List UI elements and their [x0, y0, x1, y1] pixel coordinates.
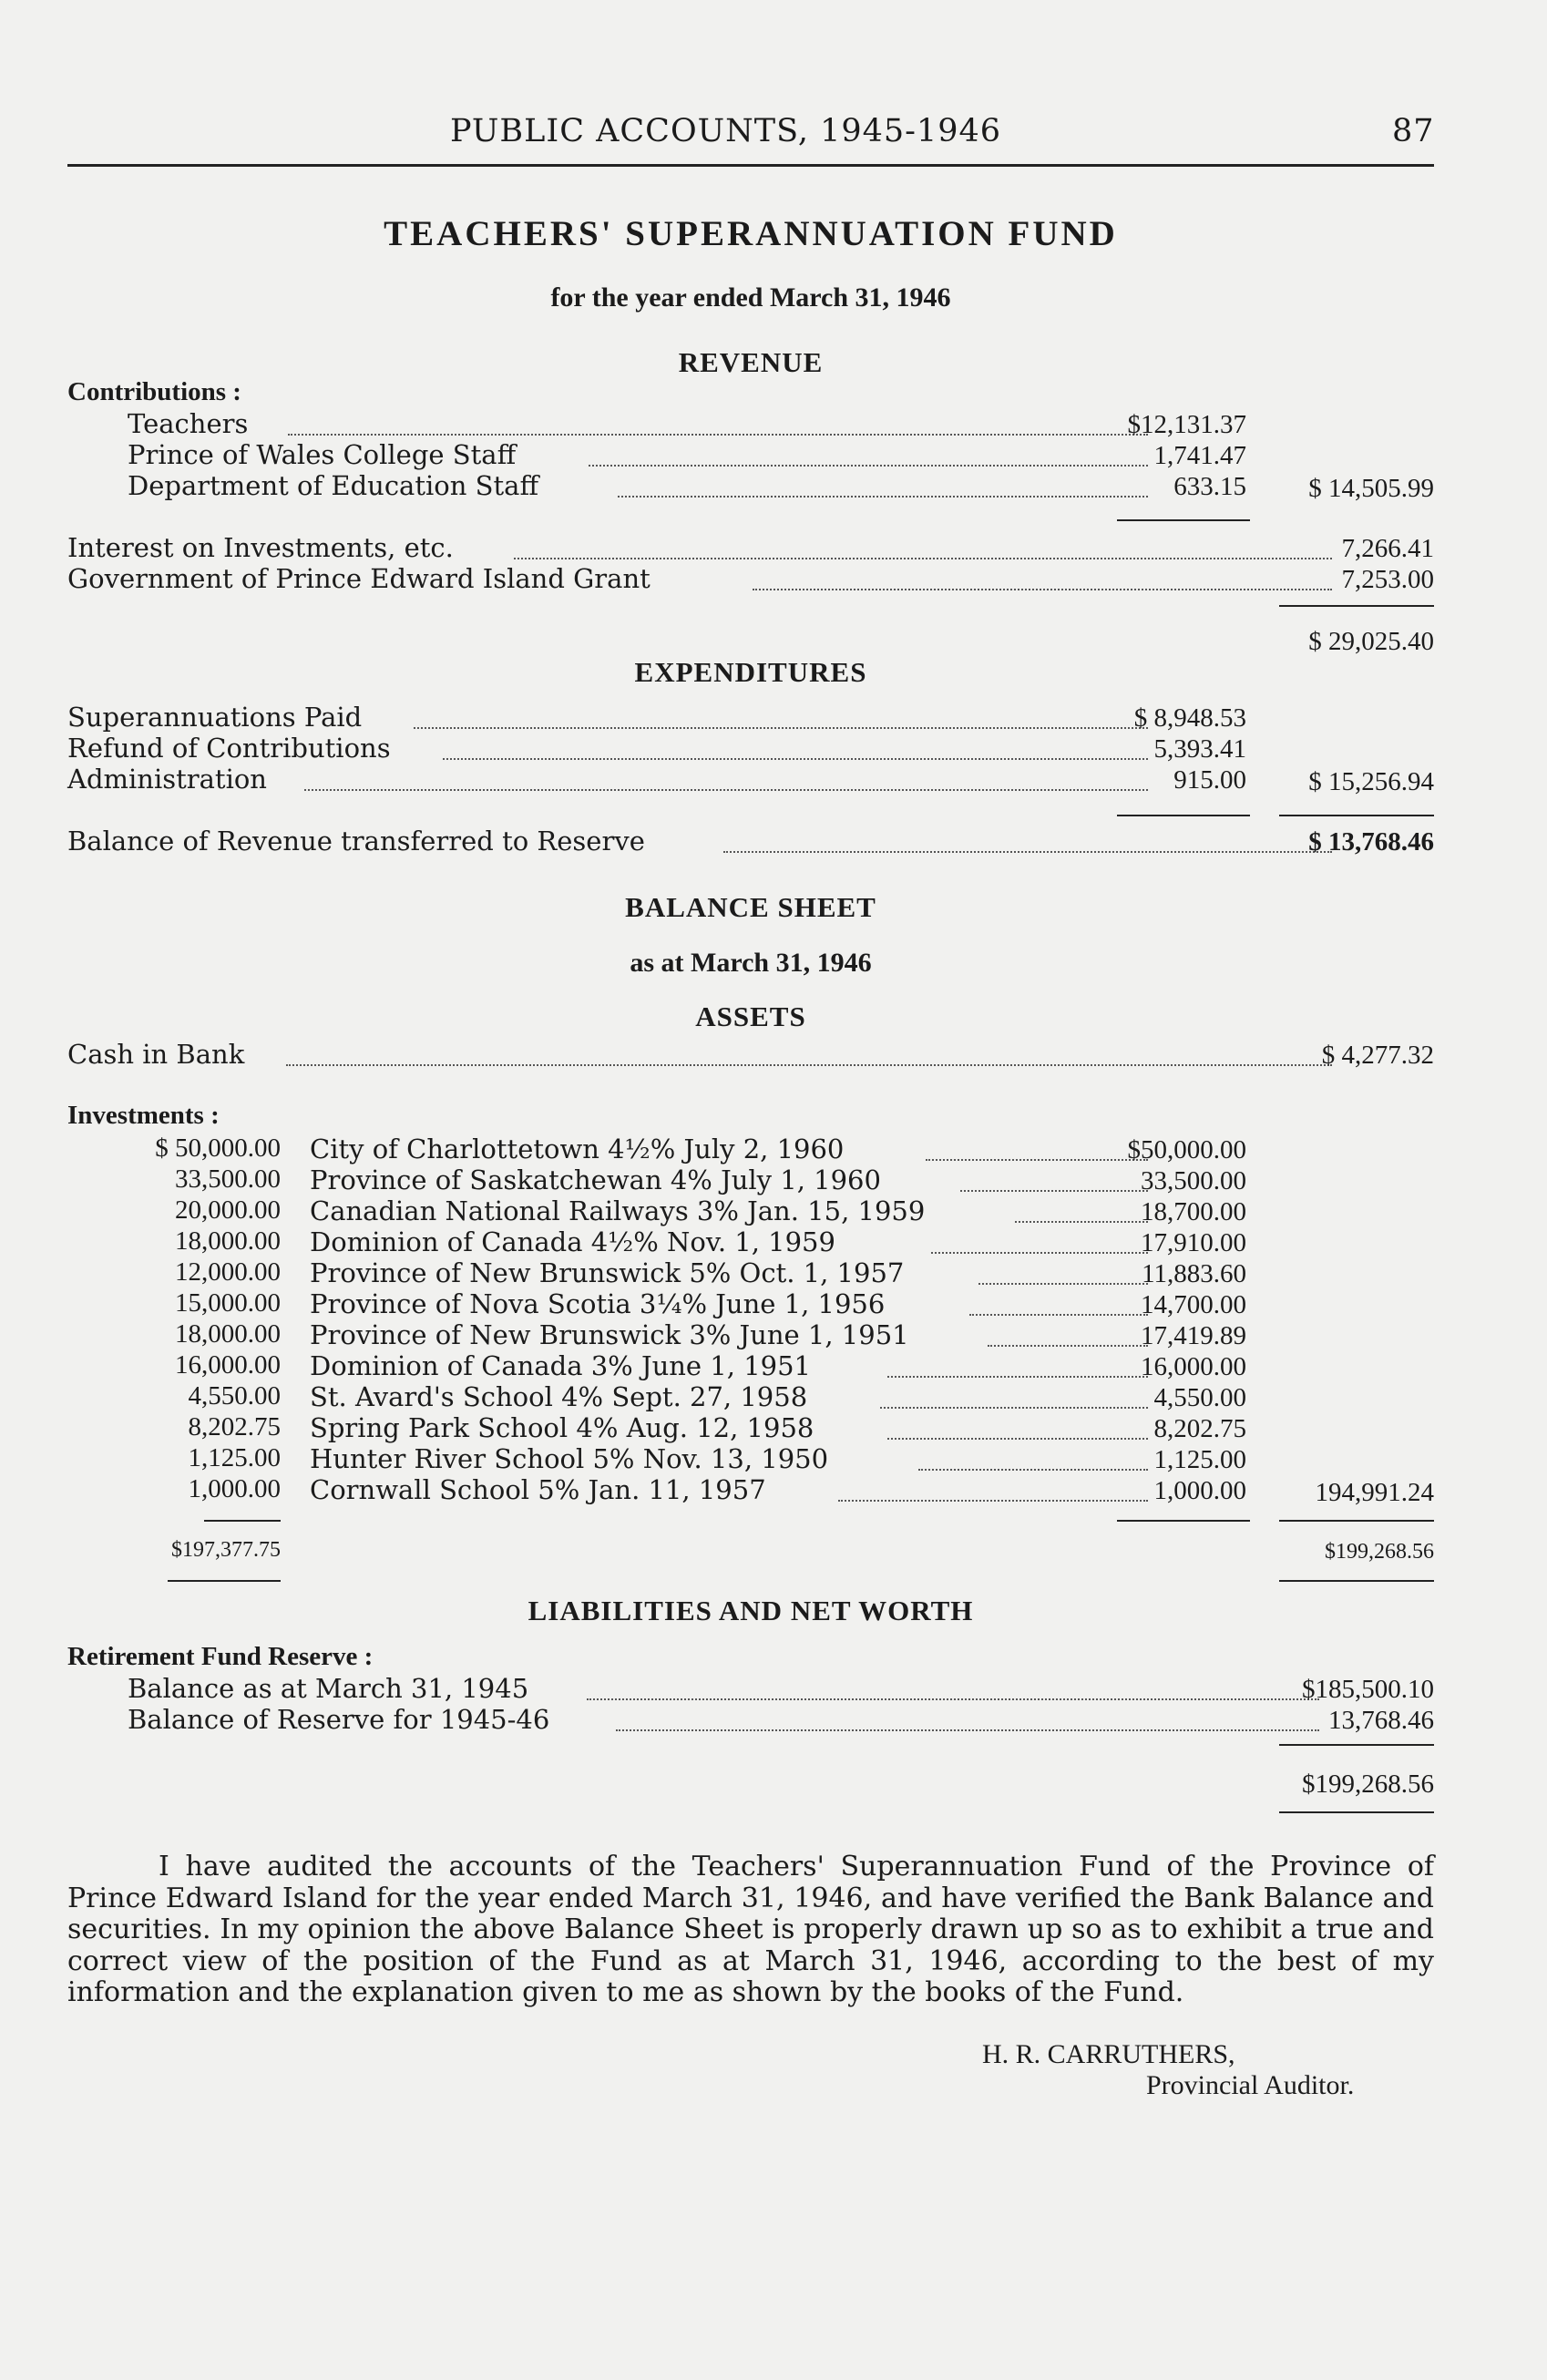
investment-value: 1,000.00 — [1153, 1476, 1246, 1505]
investments-label: Investments : — [67, 1101, 220, 1130]
expenditure-amount: 915.00 — [1173, 765, 1246, 795]
investment-value: 8,202.75 — [1153, 1414, 1246, 1443]
investment-description: Dominion of Canada 4½% Nov. 1, 1959 — [310, 1226, 835, 1257]
revenue-heading: REVENUE — [678, 346, 824, 378]
investment-value: 33,500.00 — [1141, 1166, 1246, 1195]
leader-dots — [304, 789, 1148, 791]
revenue-amount: 7,266.41 — [1341, 534, 1434, 563]
liabilities-heading: LIABILITIES AND NET WORTH — [528, 1595, 974, 1626]
liabilities-total: $199,268.56 — [1302, 1770, 1434, 1799]
investment-description: St. Avard's School 4% Sept. 27, 1958 — [310, 1381, 808, 1412]
auditor-title: Provincial Auditor. — [1146, 2070, 1355, 2100]
revenue-label: Interest on Investments, etc. — [67, 532, 454, 563]
cash-amount: $ 4,277.32 — [1321, 1041, 1434, 1070]
auditor-name: H. R. CARRUTHERS, — [982, 2039, 1235, 2069]
investment-description: City of Charlottetown 4½% July 2, 1960 — [310, 1134, 845, 1164]
balance-sheet-date: as at March 31, 1946 — [630, 948, 872, 978]
balance-sheet-heading: BALANCE SHEET — [625, 891, 876, 923]
investment-par: 4,550.00 — [188, 1381, 281, 1411]
investment-par: 33,500.00 — [175, 1164, 281, 1194]
leader-dots — [288, 434, 1148, 436]
investment-description: Cornwall School 5% Jan. 11, 1957 — [310, 1474, 766, 1505]
assets-heading: ASSETS — [695, 1000, 806, 1032]
contribution-amount: 1,741.47 — [1153, 441, 1246, 470]
investment-par: 18,000.00 — [175, 1319, 281, 1349]
expenditure-label: Superannuations Paid — [67, 702, 363, 733]
assets-total: $199,268.56 — [1325, 1540, 1434, 1564]
leader-dots — [587, 1698, 1319, 1700]
investment-value: 11,883.60 — [1142, 1259, 1246, 1288]
subtotal-rule — [204, 1520, 281, 1522]
contribution-label: Prince of Wales College Staff — [128, 439, 517, 470]
contributions-total: $ 14,505.99 — [1308, 474, 1434, 503]
audit-statement: I have audited the accounts of the Teachers' Superannuation Fund of the Province of Prince Edward Island for the year ended March 31, 1946, and have verified the Bank Balance and securities. In my opinion the above Balance Sheet is properly drawn up so as to exhibit a true and correct view of the position of the Fund as at March 31, 1946, according to the best of my information and the explanation given to me as shown by the books of the Fund. — [67, 1851, 1434, 2008]
leader-dots — [414, 727, 1148, 729]
par-total: $197,377.75 — [171, 1538, 281, 1562]
investment-value: 16,000.00 — [1141, 1352, 1246, 1381]
expenditure-label: Refund of Contributions — [67, 733, 391, 764]
subtotal-rule — [1279, 1520, 1434, 1522]
investment-value: 17,910.00 — [1141, 1228, 1246, 1257]
investment-description: Canadian National Railways 3% Jan. 15, 1959 — [310, 1195, 926, 1226]
leader-dots — [286, 1064, 1332, 1066]
investment-par: 15,000.00 — [175, 1288, 281, 1318]
investment-par: 20,000.00 — [175, 1195, 281, 1225]
reserve-item-label: Balance as at March 31, 1945 — [128, 1673, 529, 1704]
leader-dots — [618, 496, 1148, 498]
total-rule — [168, 1580, 281, 1582]
leader-dots — [616, 1729, 1319, 1731]
expenditure-amount: $ 8,948.53 — [1133, 703, 1246, 733]
contribution-amount: $12,131.37 — [1127, 410, 1246, 439]
contribution-label: Teachers — [128, 408, 249, 439]
leader-dots — [443, 758, 1148, 760]
balance-label: Balance of Revenue transferred to Reserve — [67, 826, 645, 857]
revenue-total: $ 29,025.40 — [1308, 627, 1434, 656]
investment-value: 18,700.00 — [1141, 1197, 1246, 1226]
expenditure-amount: 5,393.41 — [1153, 734, 1246, 764]
revenue-amount: 7,253.00 — [1341, 565, 1434, 594]
reserve-item-amount: 13,768.46 — [1328, 1706, 1434, 1735]
revenue-label: Government of Prince Edward Island Grant — [67, 563, 651, 594]
investment-par: 12,000.00 — [175, 1257, 281, 1287]
investment-description: Province of Nova Scotia 3¼% June 1, 1956 — [310, 1288, 886, 1319]
investment-value: 1,125.00 — [1153, 1445, 1246, 1474]
subtotal-rule — [1117, 815, 1250, 816]
total-rule — [1279, 1580, 1434, 1582]
header-rule — [67, 164, 1434, 167]
reserve-item-amount: $185,500.10 — [1302, 1675, 1434, 1704]
investment-description: Spring Park School 4% Aug. 12, 1958 — [310, 1412, 814, 1443]
contributions-label: Contributions : — [67, 377, 241, 406]
balance-amount: $ 13,768.46 — [1308, 827, 1434, 857]
leader-dots — [753, 589, 1332, 590]
total-rule — [1279, 1811, 1434, 1813]
investment-par: 16,000.00 — [175, 1350, 281, 1380]
investment-par: $ 50,000.00 — [155, 1134, 281, 1163]
contribution-label: Department of Education Staff — [128, 470, 539, 501]
leader-dots — [514, 558, 1332, 559]
cash-label: Cash in Bank — [67, 1039, 245, 1070]
fund-subtitle: for the year ended March 31, 1946 — [550, 282, 951, 313]
investment-par: 1,000.00 — [188, 1474, 281, 1503]
expenditure-label: Administration — [67, 764, 267, 795]
investment-value: 14,700.00 — [1141, 1290, 1246, 1319]
subtotal-rule — [1117, 519, 1250, 521]
investment-description: Province of Saskatchewan 4% July 1, 1960 — [310, 1164, 881, 1195]
leader-dots — [723, 851, 1332, 853]
investment-par: 18,000.00 — [175, 1226, 281, 1256]
investment-value: $50,000.00 — [1127, 1135, 1246, 1164]
fund-title: TEACHERS' SUPERANNUATION FUND — [384, 214, 1118, 253]
contribution-amount: 633.15 — [1173, 472, 1246, 501]
investment-value: 17,419.89 — [1141, 1321, 1246, 1350]
investment-par: 8,202.75 — [188, 1412, 281, 1441]
subtotal-rule — [1279, 815, 1434, 816]
document-page — [67, 0, 1434, 2380]
investment-description: Hunter River School 5% Nov. 13, 1950 — [310, 1443, 829, 1474]
total-rule — [1279, 605, 1434, 607]
investment-description: Province of New Brunswick 3% June 1, 1951 — [310, 1319, 909, 1350]
subtotal-rule — [1117, 1520, 1250, 1522]
leader-dots — [589, 465, 1148, 467]
page-number: 87 — [1392, 113, 1435, 149]
investment-description: Dominion of Canada 3% June 1, 1951 — [310, 1350, 811, 1381]
running-title: PUBLIC ACCOUNTS, 1945-1946 — [450, 113, 1002, 149]
expenditures-heading: EXPENDITURES — [634, 656, 867, 688]
investment-description: Province of New Brunswick 5% Oct. 1, 1957 — [310, 1257, 905, 1288]
investment-value: 4,550.00 — [1153, 1383, 1246, 1412]
investment-par: 1,125.00 — [188, 1443, 281, 1472]
reserve-label: Retirement Fund Reserve : — [67, 1642, 374, 1671]
reserve-item-label: Balance of Reserve for 1945-46 — [128, 1704, 550, 1735]
investments-total: 194,991.24 — [1315, 1478, 1434, 1507]
subtotal-rule — [1279, 1744, 1434, 1746]
expenditures-total: $ 15,256.94 — [1308, 767, 1434, 796]
